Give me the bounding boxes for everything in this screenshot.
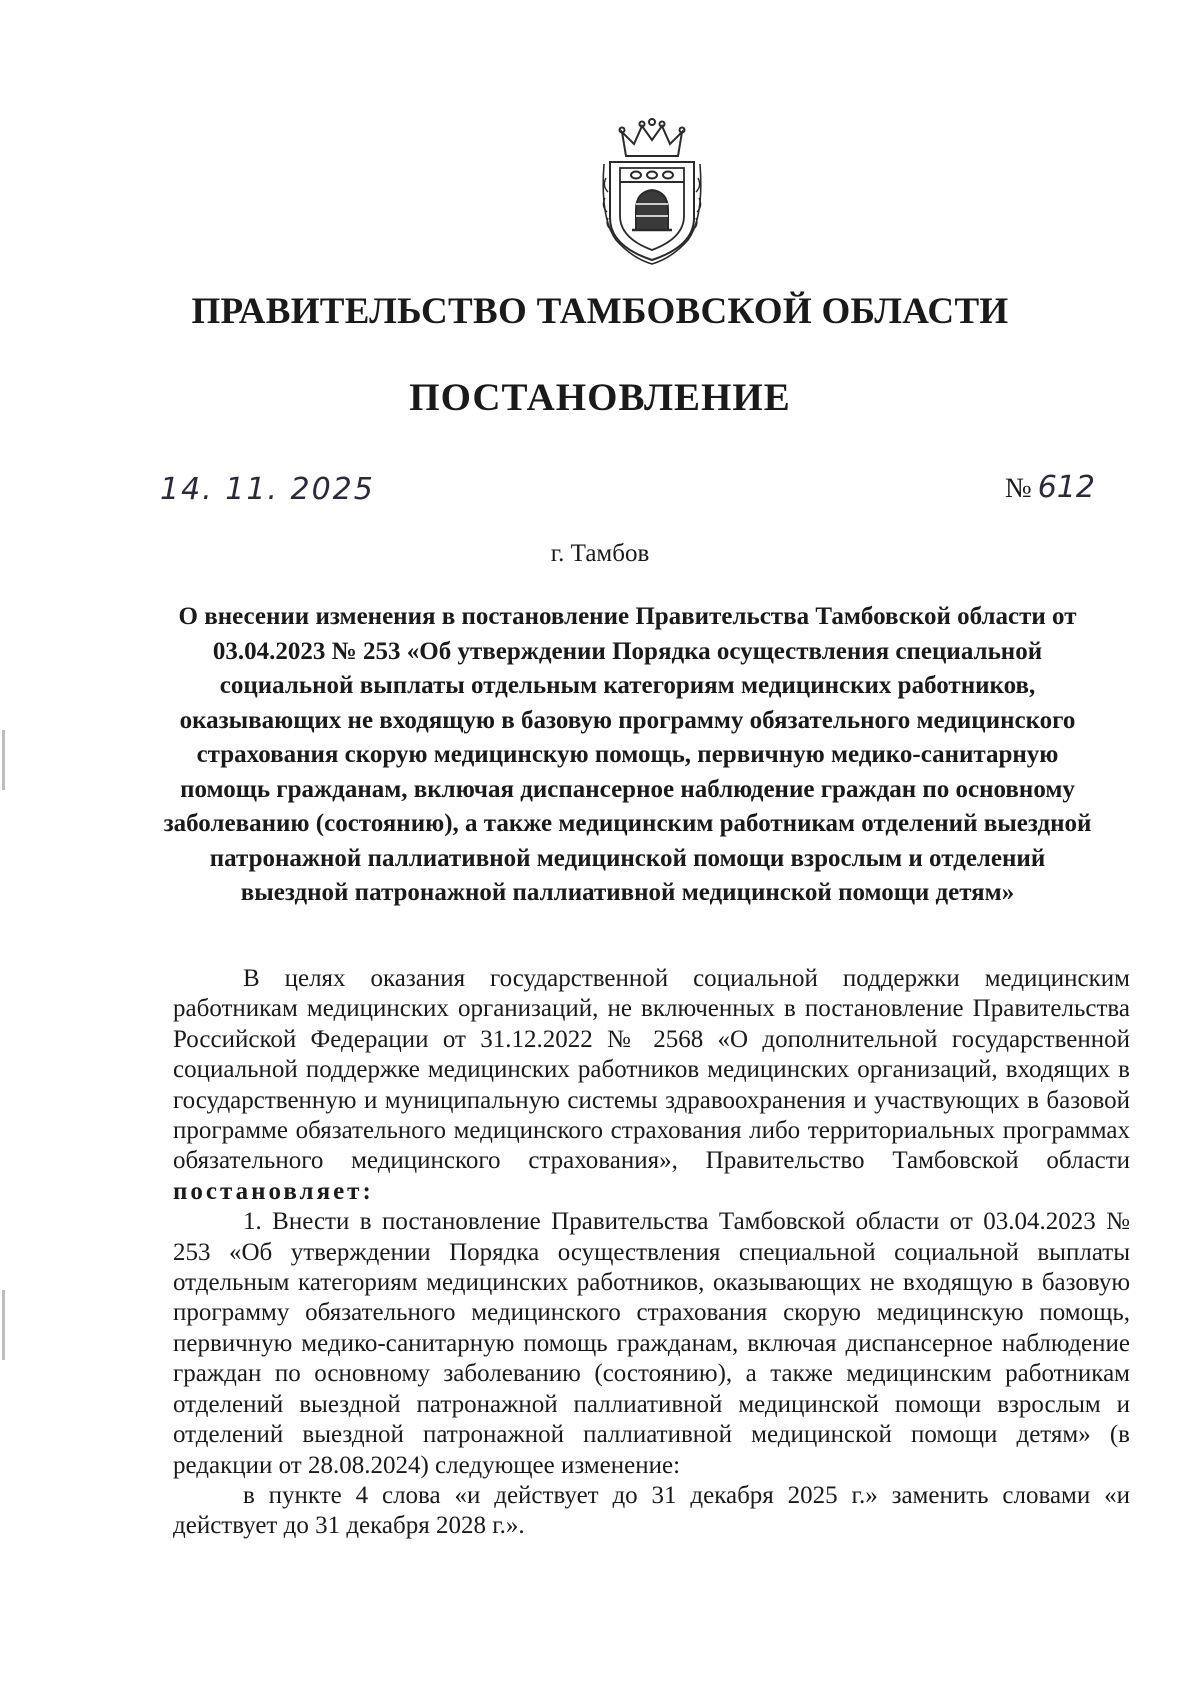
organization-name: ПРАВИТЕЛЬСТВО ТАМБОВСКОЙ ОБЛАСТИ [191, 291, 1009, 332]
resolves-word: постановляет: [173, 1177, 374, 1205]
document-date: 14. 11. 2025 [160, 472, 375, 507]
document-title: О внесении изменения в постановление Правительства Тамбовской области от 03.04.2023 № 253 «Об утверждении Порядка осуществления специальной социальной выплаты отдельным категориям медицинских работников, оказывающих не входящую в базовую программу обязательного медицинского страхования скорую медицинскую помощь, первичную медико-санитарную помощь гражданам, включая диспансерное наблюдение граждан по основному заболеванию (состоянию), а также медицинским работникам отделений выездной патронажной паллиативной медицинской помощи взрослым и отделений выездной патронажной паллиативной медицинской помощи детям» [163, 603, 1092, 906]
number-value: 612 [1037, 470, 1095, 505]
scan-edge-mark [2, 1290, 5, 1360]
scan-edge-mark [2, 730, 5, 790]
number-sign: № [1005, 473, 1032, 504]
item-1-paragraph: 1. Внести в постановление Правительства Тамбовской области от 03.04.2023 № 253 «Об утверждении Порядка осуществления специальной социальной выплаты отдельным категориям медицинских работников, оказывающих не входящую в базовую программу обязательного медицинского страхования скорую медицинскую помощь, первичную медико-санитарную помощь гражданам, включая диспансерное наблюдение граждан по основному заболеванию (состоянию), а также медицинским работникам отделений выездной патронажной паллиативной медицинской помощи взрослым и отделений выездной патронажной паллиативной медицинской помощи детям» (в редакции от 28.08.2024) следующее изменение: [173, 1208, 1130, 1479]
document-type: ПОСТАНОВЛЕНИЕ [409, 376, 791, 419]
document-number [1005, 470, 1095, 505]
city-name: г. Тамбов [550, 540, 650, 567]
coat-of-arms-emblem [596, 118, 708, 268]
preamble-paragraph [173, 964, 1130, 1207]
change-paragraph: в пункте 4 слова «и действует до 31 декабря 2025 г.» заменить словами «и действует до 31 декабря 2028 г.». [173, 1481, 1130, 1540]
document-body [173, 964, 1130, 1542]
preamble-text: В целях оказания государственной социальной поддержки медицинским работникам медицинских организаций, не включенных в постановление Правительства Российской Федерации от 31.12.2022 № 2568 «О дополнительной государственной социальной поддержке медицинских работников медицинских организаций, входящих в государственную и муниципальную системы здравоохранения и участвующих в базовой программе обязательного медицинского страхования либо территориальных программах обязательного медицинского страхования», Правительство Тамбовской области [173, 965, 1130, 1175]
